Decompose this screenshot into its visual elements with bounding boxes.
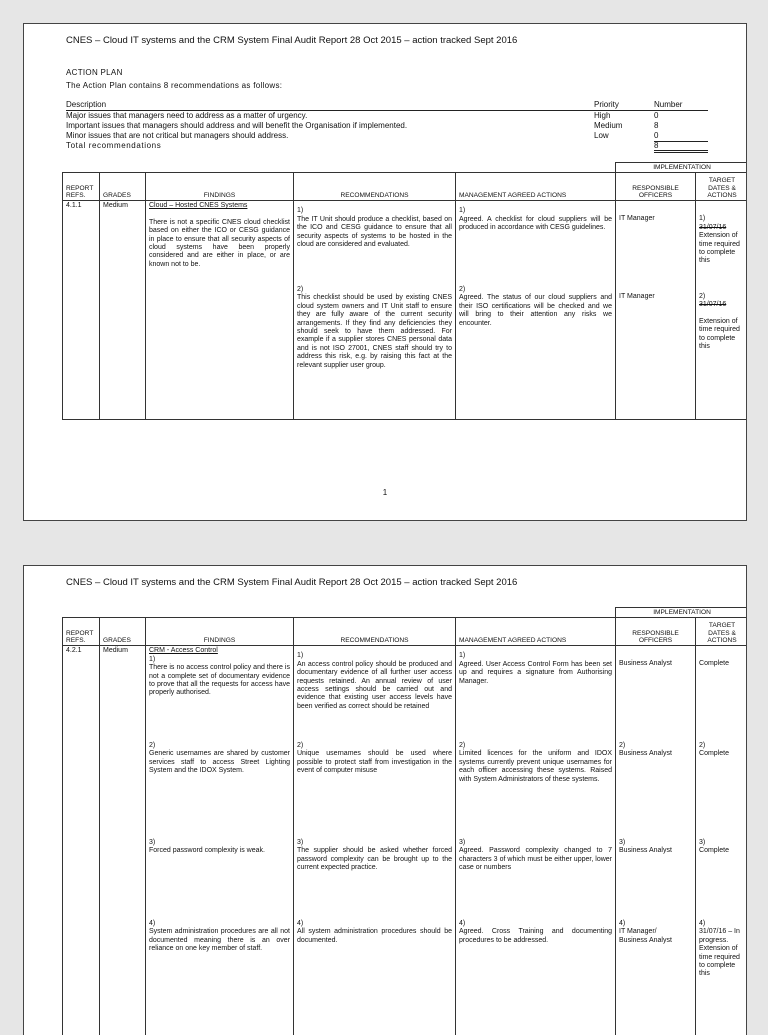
summary-row — [66, 111, 708, 121]
header-dates: TARGET DATES & ACTIONS — [696, 618, 747, 646]
header-actions: MANAGEMENT AGREED ACTIONS — [456, 618, 616, 646]
finding-text: 4) System administration procedures are all not documented meaning there is an over reliance on one key member of staff. — [146, 919, 294, 1035]
implementation-header: IMPLEMENTATION — [616, 608, 747, 618]
recommendation: 1) The IT Unit should produce a checklist, based on the ICO and CESG guidance to ensure that all security aspects of systems to be hosted in the cloud are considered and evaluated. — [294, 201, 456, 285]
responsible-officer: Business Analyst — [616, 646, 696, 741]
finding-text: 1) There is no access control policy and there is not a complete set of documentary evidence to prove that all the requests for access have properly authorised. — [149, 655, 290, 697]
findings-table — [62, 607, 747, 1035]
finding-cell — [146, 646, 294, 741]
summary-number: 0 — [654, 131, 708, 142]
action-plan-intro: The Action Plan contains 8 recommendations as follows: — [66, 81, 283, 90]
recommendation: 2) This checklist should be used by existing CNES cloud system owners and IT Unit staff to ensure they are fully aware of the current security arrangements. If they find any deficiencies they should seek to have them addressed. For example if a supplier stores CNES personal data and is not ISO 27001, CNES staff should try to address this risk, e.g. by raising this fact at the relevant supplier user group. — [294, 285, 456, 420]
recommendation: 4) All system administration procedures should be documented. — [294, 919, 456, 1035]
header-grades: GRADES — [100, 173, 146, 201]
page-number: 1 — [382, 488, 388, 497]
summary-total-label: Total recommendations — [66, 141, 162, 150]
summary-row — [66, 131, 708, 141]
recommendation: 1) An access control policy should be produced and documentary evidence of all further user access requests retained. An annual review of user access settings should be carried out and evidence that existing user access levels have been verified as correct should be retained — [294, 646, 456, 741]
summary-priority: Low — [594, 131, 609, 140]
header-actions: MANAGEMENT AGREED ACTIONS — [456, 173, 616, 201]
grade: Medium — [100, 646, 146, 1035]
header-recommendations: RECOMMENDATIONS — [294, 173, 456, 201]
summary-priority: Medium — [594, 121, 623, 130]
target-date-struck: 31/07/16 — [699, 301, 727, 309]
target-date-note: Extension of time required to complete this — [699, 232, 740, 265]
implementation-header: IMPLEMENTATION — [616, 163, 747, 173]
header-findings: FINDINGS — [146, 618, 294, 646]
agreed-action: 4) Agreed. Cross Training and documenting procedures to be addressed. — [456, 919, 616, 1035]
responsible-officer: 4) IT Manager/ Business Analyst — [616, 919, 696, 1035]
responsible-officer: 3) Business Analyst — [616, 838, 696, 919]
header-officers: RESPONSIBLE OFFICERS — [616, 173, 696, 201]
header-recommendations: RECOMMENDATIONS — [294, 618, 456, 646]
target-date: 3) Complete — [696, 838, 747, 919]
target-date: 4) 31/07/16 – In progress. Extension of time required to complete this — [696, 919, 747, 1035]
header-findings: FINDINGS — [146, 173, 294, 201]
header-grades: GRADES — [100, 618, 146, 646]
finding-text: 2) Generic usernames are shared by customer services staff to access Street Lighting System and the IDOX System. — [146, 741, 294, 838]
summary-total: 8 — [654, 141, 708, 153]
finding-title: Cloud – Hosted CNES Systems — [149, 202, 248, 210]
summary-col-number: Number — [654, 100, 683, 109]
findings-table — [62, 162, 747, 420]
page-header: CNES – Cloud IT systems and the CRM System Final Audit Report 28 Oct 2015 – action tracked Sept 2016 — [66, 35, 518, 46]
summary-total-row — [66, 141, 708, 151]
grade: Medium — [100, 201, 146, 420]
recommendation: 2) Unique usernames should be used where possible to protect staff from investigation in the event of computer misuse — [294, 741, 456, 838]
finding-text: There is not a specific CNES cloud checklist based on either the ICO or CESG guidance in place to ensure that all security aspects of cloud systems have been properly considered and are either in place, or are known not to be. — [149, 218, 290, 268]
finding-text: 3) Forced password complexity is weak. — [146, 838, 294, 919]
agreed-action: 2) Agreed. The status of our cloud suppliers and their ISO certifications will be checked and we will bring to their attention any risks we encounter. — [456, 285, 616, 420]
agreed-action: 3) Agreed. Password complexity changed to 7 characters 3 of which must be either upper, lower case or numbers — [456, 838, 616, 919]
header-officers: RESPONSIBLE OFFICERS — [616, 618, 696, 646]
summary-number: 8 — [654, 121, 659, 130]
target-date — [696, 285, 747, 420]
action-plan-title: ACTION PLAN — [66, 68, 123, 77]
target-date-num: 1) — [699, 215, 706, 223]
summary-header-row — [66, 100, 708, 111]
summary-number: 0 — [654, 111, 659, 120]
header-dates: TARGET DATES & ACTIONS — [696, 173, 747, 201]
agreed-action: 1) Agreed. A checklist for cloud suppliers will be produced in accordance with CESG guidelines. — [456, 201, 616, 285]
header-report-refs: REPORT REFS. — [63, 173, 100, 201]
header-report-refs: REPORT REFS. — [63, 618, 100, 646]
summary-col-priority: Priority — [594, 100, 619, 109]
target-date-struck: 31/07/16 — [699, 223, 727, 231]
summary-desc: Minor issues that are not critical but managers should address. — [66, 131, 289, 140]
agreed-action: 1) Agreed. User Access Control Form has been set up and requires a signature from Authorising Manager. — [456, 646, 616, 741]
report-ref: 4.2.1 — [63, 646, 100, 1035]
responsible-officer: 2) Business Analyst — [616, 741, 696, 838]
document-page-1 — [23, 23, 747, 521]
recommendation: 3) The supplier should be asked whether forced password complexity can be brought up to the current expected practice. — [294, 838, 456, 919]
target-date-num: 2) — [699, 292, 706, 300]
responsible-officer: IT Manager — [616, 285, 696, 420]
target-date: 2) Complete — [696, 741, 747, 838]
target-date — [696, 201, 747, 285]
finding-cell — [146, 201, 294, 420]
summary-table — [66, 100, 708, 151]
report-ref: 4.1.1 — [63, 201, 100, 420]
finding-title: CRM - Access Control — [149, 647, 218, 655]
summary-priority: High — [594, 111, 611, 120]
page-header: CNES – Cloud IT systems and the CRM System Final Audit Report 28 Oct 2015 – action tracked Sept 2016 — [66, 577, 518, 588]
target-date: Complete — [696, 646, 747, 741]
target-date-note: Extension of time required to complete this — [699, 317, 740, 350]
summary-desc: Major issues that managers need to address as a matter of urgency. — [66, 111, 308, 120]
summary-row — [66, 121, 708, 131]
responsible-officer: IT Manager — [616, 201, 696, 285]
summary-desc: Important issues that managers should address and will benefit the Organisation if implemented. — [66, 121, 408, 130]
agreed-action: 2) Limited licences for the uniform and IDOX systems currently prevent unique usernames for each officer accessing these systems. Raised with System Administrators of these systems. — [456, 741, 616, 838]
document-page-2 — [23, 565, 747, 1035]
summary-col-description: Description — [66, 100, 107, 109]
